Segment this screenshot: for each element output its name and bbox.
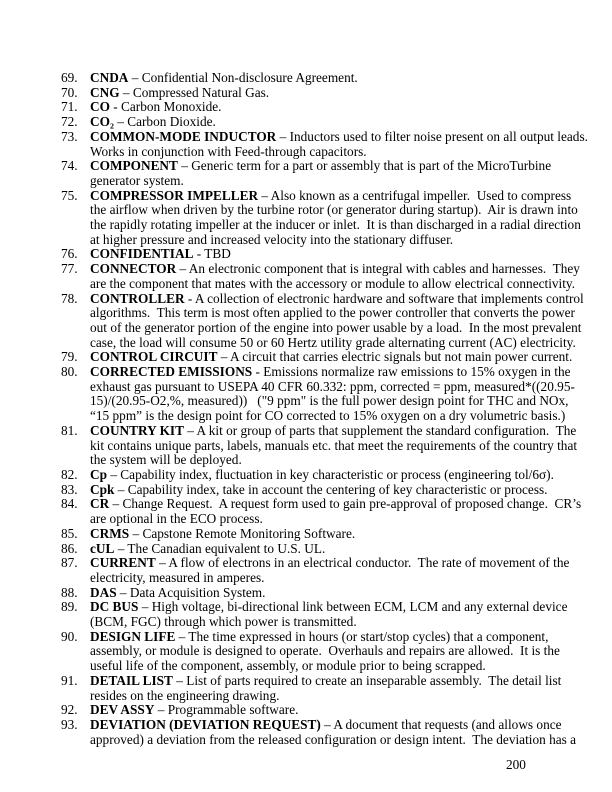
entry-definition-text: - Carbon Monoxide.	[109, 99, 222, 115]
entry-number: 77.	[61, 261, 78, 277]
entry-number: 91.	[61, 672, 78, 688]
entry-definition-text: – Confidential Non-disclosure Agreement.	[128, 70, 358, 85]
entry-definition-text: – List of parts required to create an inseparable assembly. The detail list	[172, 672, 562, 688]
entry-definition-text: the rapidly rotating impeller at the inducer or inlet. It is than discharged in a radial direction	[90, 217, 581, 233]
entry-term: CRMS	[90, 525, 130, 541]
entry-line	[90, 233, 551, 248]
entry-number: 70.	[61, 84, 78, 100]
entry-line	[90, 599, 568, 615]
glossary-entry	[61, 703, 551, 718]
entry-definition-text: (BCM, FGC) through which power is transmitted.	[90, 614, 357, 630]
entry-definition-text: resides on the engineering drawing.	[90, 687, 280, 703]
glossary-entry	[61, 527, 551, 542]
entry-line	[90, 643, 560, 659]
entry-number: 73.	[61, 128, 78, 144]
entry-definition-text: – The Canadian equivalent to U.S. UL.	[114, 540, 326, 556]
entry-line	[90, 319, 582, 336]
entry-term: CNG	[90, 84, 120, 100]
entry-line	[90, 393, 569, 409]
glossary-entry	[61, 496, 582, 527]
entry-line	[90, 571, 551, 586]
entry-line	[90, 305, 575, 321]
entry-term: COMMON-MODE INDUCTOR	[90, 128, 277, 144]
glossary-entry	[61, 159, 551, 188]
entry-line	[90, 174, 551, 189]
entry-term: COMPONENT	[90, 158, 178, 174]
entry-term: DC BUS	[90, 599, 139, 615]
entry-number: 89.	[61, 599, 78, 615]
entry-line	[90, 71, 551, 86]
entry-definition-text: – Programmable software.	[154, 702, 299, 718]
entry-line	[90, 187, 572, 204]
entry-definition-text: – High voltage, bi-directional link between ECM, LCM and any external device	[138, 599, 568, 615]
entry-line	[90, 364, 571, 380]
glossary-entry	[61, 290, 584, 351]
entry-number: 90.	[61, 628, 78, 644]
entry-definition-text: at higher pressure and increased velocity into the stationary diffuser.	[90, 231, 454, 247]
entry-definition-text: – Change Request. A request form used to gain pre-approval of proposed change. CR’s	[109, 496, 582, 512]
entry-line	[90, 527, 551, 542]
glossary-entry	[61, 187, 581, 248]
entry-number: 78.	[61, 290, 78, 306]
entry-definition-text: - Emissions normalize raw emissions to 15% oxygen in the	[252, 364, 571, 380]
entry-definition-text: are optional in the ECO process.	[90, 511, 263, 527]
entry-definition-text: out of the generator portion of the engine into power usable by a load. In the most prevalent	[90, 319, 582, 335]
entry-definition-text: approved) a deviation from the released configuration or design intent. The deviation has a	[90, 731, 577, 747]
entry-line	[90, 334, 576, 351]
entry-line	[90, 542, 551, 557]
entry-definition-text: – Compressed Natural Gas.	[119, 84, 270, 100]
entry-definition-text: – Capability index, take in account the centering of key characteristic or process.	[114, 481, 548, 497]
entry-term: CONNECTOR	[90, 261, 177, 277]
entry-line	[90, 703, 551, 718]
glossary-list	[61, 70, 588, 747]
entry-number: 81.	[61, 422, 78, 438]
entry-definition-text: – Capstone Remote Monitoring Software.	[129, 525, 356, 541]
entry-line	[90, 422, 577, 439]
glossary-entry	[61, 466, 554, 483]
entry-number: 93.	[61, 716, 78, 732]
page-number: 200	[506, 757, 526, 772]
entry-line	[90, 630, 551, 645]
entry-term: DETAIL LIST	[90, 672, 173, 688]
entry-term: CNDA	[90, 70, 129, 85]
entry-term: COUNTRY KIT	[90, 422, 184, 438]
entry-line	[90, 217, 581, 233]
entry-definition-text: - TBD	[193, 246, 231, 262]
entry-term: CR	[90, 496, 110, 512]
entry-line	[90, 716, 562, 733]
entry-definition-text: – Also known as a centrifugal impeller. Used to compress	[258, 187, 572, 203]
glossary-entry	[61, 247, 551, 262]
entry-term: cUL	[90, 540, 115, 556]
entry-number: 69.	[61, 70, 78, 85]
entry-term: CONTROLLER	[90, 290, 185, 306]
entry-term: CO	[90, 99, 110, 115]
entry-term: CO₂	[90, 114, 114, 130]
entry-definition-text: algorithms. This term is most often applied to the power controller that converts the power	[90, 305, 575, 321]
entry-term: DAS	[90, 584, 117, 600]
entry-line	[90, 145, 551, 160]
entry-definition-text: electricity, measured in amperes.	[90, 569, 265, 585]
entry-definition-text: – Carbon Dioxide.	[113, 114, 216, 130]
glossary-entry	[61, 349, 573, 365]
entry-definition-text: case, the load will consume 50 or 60 Hertz utility grade alternating current (AC) electricity.	[90, 334, 576, 350]
entry-line	[90, 261, 580, 277]
glossary-entry	[61, 555, 570, 585]
entry-line	[90, 586, 551, 601]
entry-definition-text: – Generic term for a part or assembly that is part of the MicroTurbine	[177, 158, 552, 174]
entry-line	[90, 408, 566, 424]
entry-line	[90, 349, 573, 365]
entry-definition-text: 15)/(20.95-O2,%, measured)) ("9 ppm" is the full power design point for THC and NOx,	[90, 393, 569, 409]
entry-definition-text: are the component that mates with the accessory or module to allow electrical connectivity.	[90, 275, 576, 291]
entry-term: CONTROL CIRCUIT	[90, 349, 218, 365]
entry-line	[90, 86, 551, 101]
entry-definition-text: – Data Acquisition System.	[116, 584, 266, 600]
entry-definition-text: the airflow when driven by the turbine rotor (or generator during startup). Air is drawn into	[90, 202, 578, 218]
entry-line	[90, 496, 582, 512]
entry-definition-text: Works in conjunction with Feed-through capacitors.	[90, 143, 367, 159]
entry-definition-text: generator system.	[90, 172, 184, 188]
entry-definition-text: – The time expressed in hours (or start/stop cycles) that a component,	[175, 628, 549, 644]
entry-line	[90, 202, 578, 218]
entry-number: 75.	[61, 187, 78, 203]
entry-line	[90, 672, 562, 689]
glossary-entry	[61, 542, 551, 557]
glossary-entry	[61, 128, 588, 159]
entry-number: 76.	[61, 246, 78, 262]
entry-line	[90, 100, 551, 115]
entry-definition-text: - A collection of electronic hardware and software that implements control	[184, 290, 584, 306]
entry-definition-text: – Capability index, fluctuation in key characteristic or process (engineering tol/6σ).	[107, 466, 554, 482]
entry-line	[90, 378, 575, 395]
entry-line	[90, 483, 551, 498]
entry-line	[90, 689, 551, 704]
entry-number: 83.	[61, 481, 78, 497]
entry-definition-text: – A circuit that carries electric signals but not main power current.	[217, 349, 573, 365]
entry-line	[90, 615, 551, 630]
entry-line	[90, 128, 588, 145]
glossary-entry	[61, 599, 568, 630]
entry-term: DESIGN LIFE	[90, 628, 176, 644]
entry-term: DEVIATION (DEVIATION REQUEST)	[90, 716, 321, 732]
glossary-entry	[61, 86, 551, 101]
entry-definition-text: “15 ppm” is the design point for CO corrected to 15% oxygen on a dry volumetric basis.)	[90, 408, 566, 424]
entry-line	[90, 275, 576, 292]
glossary-entry	[61, 100, 551, 115]
glossary-entry	[61, 422, 578, 468]
entry-number: 87.	[61, 555, 78, 571]
entry-number: 88.	[61, 584, 78, 600]
glossary-entry	[61, 628, 560, 674]
glossary-entry	[61, 364, 575, 424]
entry-line	[90, 512, 551, 527]
glossary-entry	[61, 672, 562, 703]
entry-definition-text: – Inductors used to filter noise present on all output leads.	[276, 128, 588, 144]
entry-number: 72.	[61, 114, 78, 130]
entry-number: 82.	[61, 466, 78, 482]
entry-number: 85.	[61, 525, 78, 541]
entry-line	[90, 247, 551, 262]
entry-line	[90, 466, 554, 483]
entry-term: CONFIDENTIAL	[90, 246, 194, 262]
entry-term: COMPRESSOR IMPELLER	[90, 187, 259, 203]
glossary-entry	[61, 586, 551, 601]
glossary-entry	[61, 483, 551, 498]
entry-term: DEV ASSY	[90, 702, 155, 718]
entry-line	[90, 731, 577, 748]
entry-number: 92.	[61, 702, 78, 718]
entry-number: 86.	[61, 540, 78, 556]
entry-number: 71.	[61, 99, 78, 115]
entry-term: Cp	[90, 466, 107, 482]
glossary-entry	[61, 71, 551, 86]
entry-term: Cpk	[90, 481, 115, 497]
entry-term: CORRECTED EMISSIONS	[90, 364, 253, 380]
entry-number: 80.	[61, 364, 78, 380]
entry-line	[90, 453, 551, 468]
entry-definition-text: exhaust gas pursuant to USEPA 40 CFR 60.332: ppm, corrected = ppm, measured*((20.95-	[90, 378, 575, 394]
entry-definition-text: – An electronic component that is integral with cables and harnesses. They	[176, 261, 580, 277]
entry-line	[90, 290, 584, 307]
entry-definition-text: the system will be deployed.	[90, 452, 242, 468]
entry-definition-text: useful life of the component, assembly, or module prior to being scrapped.	[90, 658, 486, 674]
entry-definition-text: kit contains unique parts, labels, manuals etc. that meet the requirements of the country that	[90, 437, 578, 453]
entry-number: 74.	[61, 158, 78, 174]
glossary-entry	[61, 261, 580, 291]
entry-line	[90, 659, 551, 674]
entry-definition-text: – A document that requests (and allows once	[320, 716, 562, 732]
glossary-entry	[61, 716, 577, 747]
entry-definition-text: – A kit or group of parts that supplement the standard configuration. The	[183, 422, 577, 438]
entry-term: CURRENT	[90, 555, 156, 571]
entry-line	[90, 159, 551, 174]
entry-definition-text: assembly, or module is designed to operate. Overhauls and repairs are allowed. It is the	[90, 643, 560, 659]
entry-number: 84.	[61, 496, 78, 512]
entry-line	[90, 115, 551, 130]
entry-line	[90, 437, 578, 454]
entry-number: 79.	[61, 349, 78, 365]
entry-line	[90, 555, 570, 571]
entry-definition-text: – A flow of electrons in an electrical conductor. The rate of movement of the	[155, 555, 570, 571]
glossary-entry	[61, 115, 551, 130]
